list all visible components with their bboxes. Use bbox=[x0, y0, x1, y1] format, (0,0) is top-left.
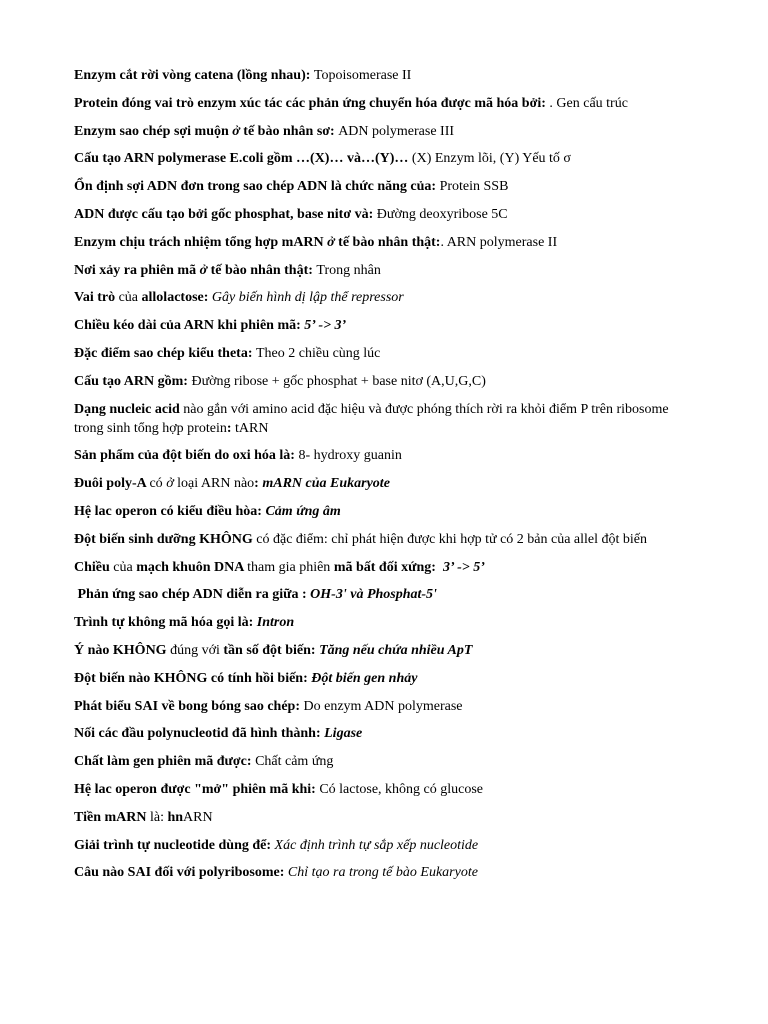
text-run: mARN của Eukaryote bbox=[262, 476, 390, 492]
text-run: có bbox=[149, 476, 167, 492]
text-run: Phản ứng sao chép ADN diễn ra giữa : bbox=[74, 587, 311, 603]
text-run: Giải trình tự nucleotide dùng để: bbox=[74, 837, 275, 853]
document-page bbox=[74, 66, 694, 891]
qa-line bbox=[74, 261, 694, 280]
text-run: 8- hydroxy guanin bbox=[298, 448, 402, 464]
text-run: ADN được cấu tạo bởi gốc phosphat, base nitơ và: bbox=[74, 206, 377, 222]
qa-line bbox=[74, 669, 694, 688]
text-run: Câu nào SAI đối với polyribosome: bbox=[74, 865, 288, 881]
text-run: Đường deoxyribose 5C bbox=[376, 206, 508, 222]
text-run: là: bbox=[149, 809, 168, 825]
qa-line bbox=[74, 808, 694, 827]
qa-line bbox=[74, 446, 694, 465]
qa-line bbox=[74, 613, 694, 632]
text-run: ADN polymerase III bbox=[338, 123, 455, 139]
text-run: tế bào nhân thật: bbox=[207, 262, 317, 278]
text-run: của bbox=[118, 290, 142, 306]
text-run: nào gắn với amino acid đặc hiệu và được phóng thích rời ra khỏi điểm P trên ribosome trong sinh tổng hợp protein bbox=[74, 401, 673, 436]
text-run: Chiều kéo dài của ARN khi phiên mã: bbox=[74, 318, 305, 334]
text-run: Ligase bbox=[324, 726, 363, 742]
text-run: . ARN polymerase II bbox=[440, 234, 558, 250]
text-run: Ý nào KHÔNG bbox=[74, 642, 171, 658]
text-run: loại ARN nào bbox=[173, 476, 255, 492]
text-run: : bbox=[226, 420, 236, 436]
qa-line bbox=[74, 205, 694, 224]
qa-line bbox=[74, 641, 694, 660]
text-run: Chỉ tạo ra trong tế bào Eukaryote bbox=[287, 865, 478, 881]
text-run: của bbox=[113, 559, 137, 575]
text-run: Phát biểu SAI về bong bóng sao chép: bbox=[74, 698, 304, 714]
text-run: ở bbox=[232, 123, 240, 139]
text-run: tế bào nhân thật: bbox=[334, 234, 441, 250]
qa-line bbox=[74, 558, 694, 577]
qa-line bbox=[74, 316, 694, 335]
text-run: Hệ lac operon có kiểu điều hòa: bbox=[74, 503, 266, 519]
text-run: tần số đột biến: bbox=[223, 642, 320, 658]
qa-line bbox=[74, 697, 694, 716]
text-run: 3’ -> 5’ bbox=[442, 559, 485, 575]
qa-line bbox=[74, 94, 694, 113]
text-run: Sản phẩm của đột biến do oxi hóa là: bbox=[74, 448, 299, 464]
qa-line bbox=[74, 780, 694, 799]
text-run: ở bbox=[327, 234, 335, 250]
text-run: Có lactose, không có glucose bbox=[319, 781, 484, 797]
qa-line bbox=[74, 122, 694, 141]
text-run: tham gia phiên bbox=[247, 559, 334, 575]
qa-line bbox=[74, 863, 694, 882]
text-run: tARN bbox=[235, 420, 269, 436]
text-run: . Gen cấu trúc bbox=[549, 95, 628, 111]
qa-line bbox=[74, 372, 694, 391]
text-run: Trong nhân bbox=[316, 262, 381, 278]
text-run: Topoisomerase II bbox=[313, 68, 412, 83]
text-run: Gây biến hình dị lập thể repressor bbox=[211, 290, 404, 306]
text-run: Protein SSB bbox=[439, 179, 509, 195]
text-run: OH-3' và Phosphat-5' bbox=[310, 587, 437, 603]
text-run: Ổn định sợi ADN đơn trong sao chép ADN là chức năng của: bbox=[74, 179, 440, 195]
qa-line bbox=[74, 66, 694, 85]
text-run: tế bào nhân sơ: bbox=[239, 123, 339, 139]
text-run: ở bbox=[199, 262, 208, 278]
qa-line bbox=[74, 288, 694, 307]
text-run: Enzym cắt rời vòng catena (lồng nhau): bbox=[74, 68, 314, 83]
text-run: Đặc điểm sao chép kiểu theta: bbox=[74, 345, 256, 361]
text-run: ở bbox=[166, 476, 174, 492]
text-run: Enzym sao chép sợi muộn bbox=[74, 123, 233, 139]
qa-line bbox=[74, 344, 694, 363]
text-run: mạch khuôn DNA bbox=[136, 559, 248, 575]
text-run: đúng với bbox=[170, 642, 224, 658]
text-run: Theo 2 chiều cùng lúc bbox=[256, 345, 381, 361]
text-run: Đột biến nào KHÔNG có tính hồi biến: bbox=[74, 670, 312, 686]
qa-line bbox=[74, 724, 694, 743]
text-run: Tiền mARN bbox=[74, 809, 150, 825]
text-run: Chiều bbox=[74, 559, 114, 575]
qa-line bbox=[74, 752, 694, 771]
text-run: Cấu tạo ARN gồm: bbox=[74, 373, 192, 389]
text-run: Do enzym ADN polymerase bbox=[303, 698, 463, 714]
text-run: Nối các đầu polynucleotid đã hình thành: bbox=[74, 726, 325, 742]
text-run: Xác định trình tự sắp xếp nucleotide bbox=[274, 837, 479, 853]
text-run: Tăng nếu chứa nhiều ApT bbox=[319, 642, 473, 658]
qa-line bbox=[74, 502, 694, 521]
text-run: Dạng nucleic acid bbox=[74, 401, 184, 417]
text-run: Cấu tạo ARN polymerase E.coli gồm …(X)… và…(Y)… bbox=[74, 151, 412, 167]
text-run: Đuôi poly-A bbox=[74, 476, 150, 492]
text-run: Nơi xảy ra phiên mã bbox=[74, 262, 200, 278]
qa-line bbox=[74, 149, 694, 168]
text-run: Đường ribose + gốc phosphat + base nitơ (A,U,G,C) bbox=[191, 373, 486, 389]
text-run: Enzym chịu trách nhiệm tổng hợp mARN bbox=[74, 234, 328, 250]
text-run: ARN bbox=[183, 809, 213, 825]
text-run: Hệ lac operon được "mở" phiên mã khi: bbox=[74, 781, 320, 797]
text-run: Đột biến gen nhảy bbox=[311, 670, 418, 686]
qa-line bbox=[74, 177, 694, 196]
qa-line bbox=[74, 585, 694, 604]
text-run: mã bất đối xứng: bbox=[333, 559, 443, 575]
text-run: Cảm ứng âm bbox=[265, 503, 341, 519]
text-run: Protein đóng vai trò enzym xúc tác các phản ứng chuyển hóa được mã hóa bởi: bbox=[74, 95, 550, 111]
text-run: Intron bbox=[256, 615, 295, 631]
text-run: Trình tự không mã hóa gọi là: bbox=[74, 615, 257, 631]
text-run: hn bbox=[167, 809, 184, 825]
text-run: : bbox=[254, 476, 263, 492]
qa-line bbox=[74, 836, 694, 855]
text-run: (X) Enzym lõi, (Y) Yếu tố σ bbox=[411, 151, 571, 167]
qa-line bbox=[74, 400, 694, 438]
text-run: allolactose: bbox=[141, 290, 212, 306]
qa-line bbox=[74, 530, 694, 549]
text-run: Chất cảm ứng bbox=[255, 754, 334, 770]
text-run: Chất làm gen phiên mã được: bbox=[74, 754, 256, 770]
qa-line bbox=[74, 474, 694, 493]
text-run: Vai trò bbox=[74, 290, 119, 306]
text-run: có đặc điểm: chỉ phát hiện được khi hợp tử có 2 bản của allel đột biến bbox=[256, 531, 648, 547]
text-run: 5’ -> 3’ bbox=[304, 318, 347, 334]
qa-line bbox=[74, 233, 694, 252]
text-run: Đột biến sinh dưỡng KHÔNG bbox=[74, 531, 257, 547]
